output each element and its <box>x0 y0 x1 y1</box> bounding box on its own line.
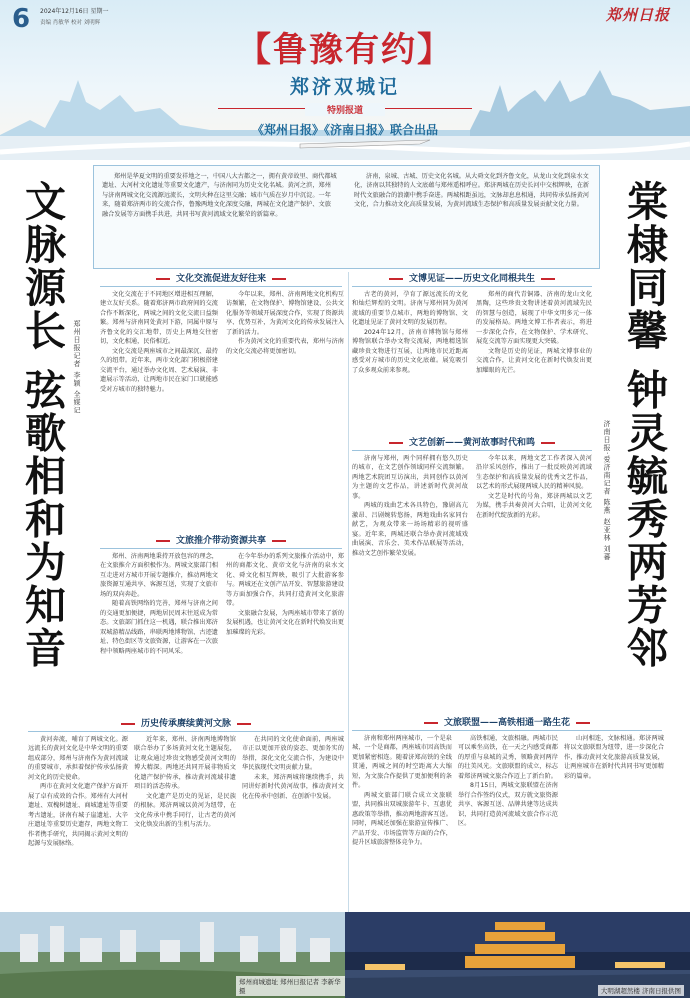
section-6-col-a: 济南和郑州两座城市，一个是泉城，一个是商都，两座城市因高铁而更加紧密相连。随着济郑高铁的全线贯通，两城之间的时空距离大大缩短，为文旅合作提供了更加便利的条件。 两城文旅部门联合成立文旅联盟，共同推出双城旅游年卡、互惠优惠政策等举措，推动两地游客互送。同时，两城还加强在旅游宣传推广、产品开发、市场监管等方面的合作，提升区域旅游整体竞争力。 <box>352 735 452 846</box>
photo-zhengzhou <box>0 912 345 998</box>
section-heading-6: 文旅联盟——高铁相通一路生花 <box>352 717 662 731</box>
column-subtitle: 郑济双城记 <box>289 76 400 98</box>
date-line: 2024年12月16日 星期一 <box>40 8 109 15</box>
photo-caption-left: 郑州商城遗址 郑州日报记者 李新华 摄 <box>236 976 345 996</box>
lead-right: 济南，泉城、古城、历史文化名城。从大舜文化到齐鲁文化，从龙山文化到泉水文化，济南以其独特的人文底蕴与郑州遥相呼应。郑济两城在历史长河中交相辉映，在新时代文旅融合的浪潮中携手奋进。两城相距虽远，文脉却息息相通，共同传承弘扬黄河文化，合力推动文化高质量发展，为黄河流域生态保护和高质量发展贡献文化力量。 <box>354 173 590 209</box>
section-1-col-a: 文化交流在于不同地区增进相互理解，建立友好关系。随着郑济两市政府间的交流合作不断深化，两城之间的文化交流日益频繁。郑州与济南同处黄河下游，同属中原与齐鲁文化的交汇地带，历史上两地交往密切，文化相通，民俗相近。 文化交流是两座城市之间最深沉、最持久的纽带。近年来，两市文化部门积极搭建交流平台，通过举办文化周、艺术展演、非遗展示等活动，让两地市民在家门口就能感受对方城市的独特魅力。 <box>100 291 218 393</box>
section-5-col-b: 今年以来，两地文艺工作者深入黄河沿岸采风创作，推出了一批反映黄河流域生态保护和高质量发展的优秀文艺作品，以艺术的形式展现两城人民的精神风貌。 文艺是时代的号角，郑济两城以文艺为媒，携手共奏黄河大合唱，让黄河文化在新时代绽放新的光彩。 <box>476 455 592 519</box>
section-heading-5: 文艺创新——黄河故事时代和鸣 <box>352 437 592 451</box>
section-6-col-c: 山河相连，文脉相通。郑济两城将以文旅联盟为纽带，进一步深化合作，推动黄河文化旅游高质量发展，让两座城市在新时代共同书写更加精彩的篇章。 <box>564 735 664 780</box>
section-heading-4: 文博见证——历史文化同根共生 <box>352 273 592 287</box>
column-title: 【鲁豫有约】 <box>237 30 453 70</box>
section-1-col-b: 今年以来，郑州、济南两地文化机构互访频繁，在文物保护、博物馆建设、公共文化服务等领域开展深度合作，实现了资源共享、优势互补，为黄河文化的传承发展注入了新的活力。 作为黄河文化的重要代表，郑州与济南的文化交流必将更加密切。 <box>226 291 344 355</box>
section-3-col-a: 黄河奔流，哺育了两城文化。源远流长的黄河文化是中华文明的重要组成部分，郑州与济南作为黄河流域的重要城市，承担着保护传承弘扬黄河文化的历史使命。 两市在黄河文化遗产保护方面开展了卓有成效的合作。郑州有大河村遗址、双槐树遗址、商城遗址等重要考古遗址，济南有城子崖遗址、大辛庄遗址等重要历史遗存，两地文物工作者携手研究，共同揭示黄河文明的起源与发展脉络。 <box>28 736 128 847</box>
section-heading-3: 历史传承赓续黄河文脉 <box>28 718 344 732</box>
section-2-col-b: 在今年举办的系列文旅推介活动中，郑州的商都文化、黄帝文化与济南的泉水文化、舜文化相互辉映，吸引了大批游客参与。两城还在文创产品开发、智慧旅游建设等方面加强合作，共同打造黄河文化旅游带。 文旅融合发展，为两座城市带来了新的发展机遇，也让黄河文化在新时代焕发出更加璀璨的光彩。 <box>226 553 344 636</box>
section-5-col-a: 济南与郑州，两个同样拥有悠久历史的城市，在文艺创作领域同样交流频繁。两地艺术院团互访演出，共同创作以黄河为主题的文艺作品，讲述新时代黄河故事。 两城的戏曲艺术各具特色，豫剧高亢激昂、吕剧婉转悠扬，两地戏曲名家同台献艺，为观众带来一场场精彩的视听盛宴。近年来，两城还联合举办黄河流域戏曲展演、音乐会、美术作品联展等活动，推动文艺创作繁荣发展。 <box>352 455 468 557</box>
section-heading-1: 文化交流促进友好往来 <box>100 273 342 287</box>
paper-logo: 郑州日报 <box>606 6 671 24</box>
column-banner <box>0 0 690 160</box>
lead-left: 郑州是华夏文明的重要发祥地之一，中国八大古都之一，拥有黄帝故里、商代都城遗址、大河村文化遗址等重要文化遗产，与济南同为历史文化名城。黄河之滨，郑州与济南两城文化交流源远流长，文明火种在这里交融；城市气质在岁月中沉淀。一年来，随着郑济两市的交流合作，鲁豫两地文化深度交融，两城在文化遗产保护、文旅融合发展等方面携手共进，共同书写黄河流域文化繁荣的新篇章。 <box>102 173 337 218</box>
photo-jinan <box>345 912 690 998</box>
photo-caption-right: 大明湖超然楼 济南日报供图 <box>598 985 684 996</box>
lead-box <box>93 165 600 269</box>
editor-line: 责编 肖敏华 校对 刘明辉 <box>40 20 101 26</box>
page-number: 6 <box>12 4 31 34</box>
section-2-col-a: 郑州、济南两地秉持开放包容的理念，在文旅推介方面积极作为。两城文旅部门相互走进对方城市开展专题推介，推动两地文旅资源互通共享、客源互送，实现了文旅市场的双向奔赴。 随着高铁网络的完善，郑州与济南之间的交通更加便捷，两地居民周末往返成为常态。文旅部门抓住这一机遇，联合推出郑济双城游精品线路，串联两地博物馆、古迹遗址、特色街区等文旅资源，让游客在一次旅程中领略两座城市的不同风采。 <box>100 553 218 655</box>
right-byline: 济南日报·爱济南记者 陈燕 赵亚林 刘蕃 <box>603 420 611 561</box>
section-heading-2: 文旅推介带动资源共享 <box>100 535 342 549</box>
section-3-col-c: 在共同的文化使命面前，两座城市正以更加开放的姿态、更加务实的举措，深化文化交流合作，为建设中华民族现代文明贡献力量。 未来，郑济两城将继续携手，共同讲好新时代黄河故事，推动黄河文化在传承中创新、在创新中发展。 <box>242 736 344 800</box>
column-divider <box>348 272 349 912</box>
section-4-col-a: 古老的黄河，孕育了源远流长的文化和灿烂辉煌的文明。济南与郑州同为黄河流域的重要节点城市，两地的博物馆、文化遗址见证了黄河文明的发展历程。 2024年12月，济南市博物馆与郑州博物馆联合举办文物交流展，两地精选馆藏珍贵文物进行互展，让两地市民近距离感受对方城市的历史文化底蕴。展览吸引了众多观众前来参观。 <box>352 291 468 374</box>
report-tag: 特别报道 <box>305 103 385 116</box>
left-byline: 郑州日报记者 李颖 全媒记 <box>73 320 81 415</box>
joint-production-line: 《郑州日报》《济南日报》联合出品 <box>251 123 438 137</box>
section-4-col-b: 郑州的商代青铜器、济南的龙山文化黑陶，这些珍贵文物讲述着黄河流域先民的智慧与创造，展现了中华文明多元一体的发展格局。两地文博工作者表示，将进一步深化合作，在文物保护、学术研究、展览交流等方面实现更大突破。 文物是历史的见证，两城文博事业的交流合作，让黄河文化在新时代焕发出更加耀眼的光芒。 <box>476 291 592 374</box>
right-headline: 棠棣同馨 钟灵毓秀两芳邻 <box>620 180 669 670</box>
section-3-col-b: 近年来，郑州、济南两地博物馆联合举办了多场黄河文化主题展览，让观众通过珍贵文物感受黄河文明的博大精深。两地还共同开展非物质文化遗产保护传承，推动黄河流域非遗项目的活态传承。 文化遗产是历史的见证，是民族的根脉。郑济两城以黄河为纽带，在文化传承中携手同行，让古老的黄河文化焕发出新的生机与活力。 <box>134 736 236 829</box>
left-headline: 文脉源长 弦歌相和为知音 <box>18 180 67 670</box>
section-6-col-b: 高铁相通，文旅相融。两城市民可以乘坐高铁，在一天之内感受商都的厚重与泉城的灵秀，领略黄河两岸的壮美风光。文旅联盟的成立，标志着郑济两城文旅合作迈上了新台阶。 8月15日，两城文旅联盟在济南举行合作签约仪式，双方就文旅资源共享、客源互送、品牌共建等达成共识，共同打造黄河流域文旅合作示范区。 <box>458 735 558 828</box>
